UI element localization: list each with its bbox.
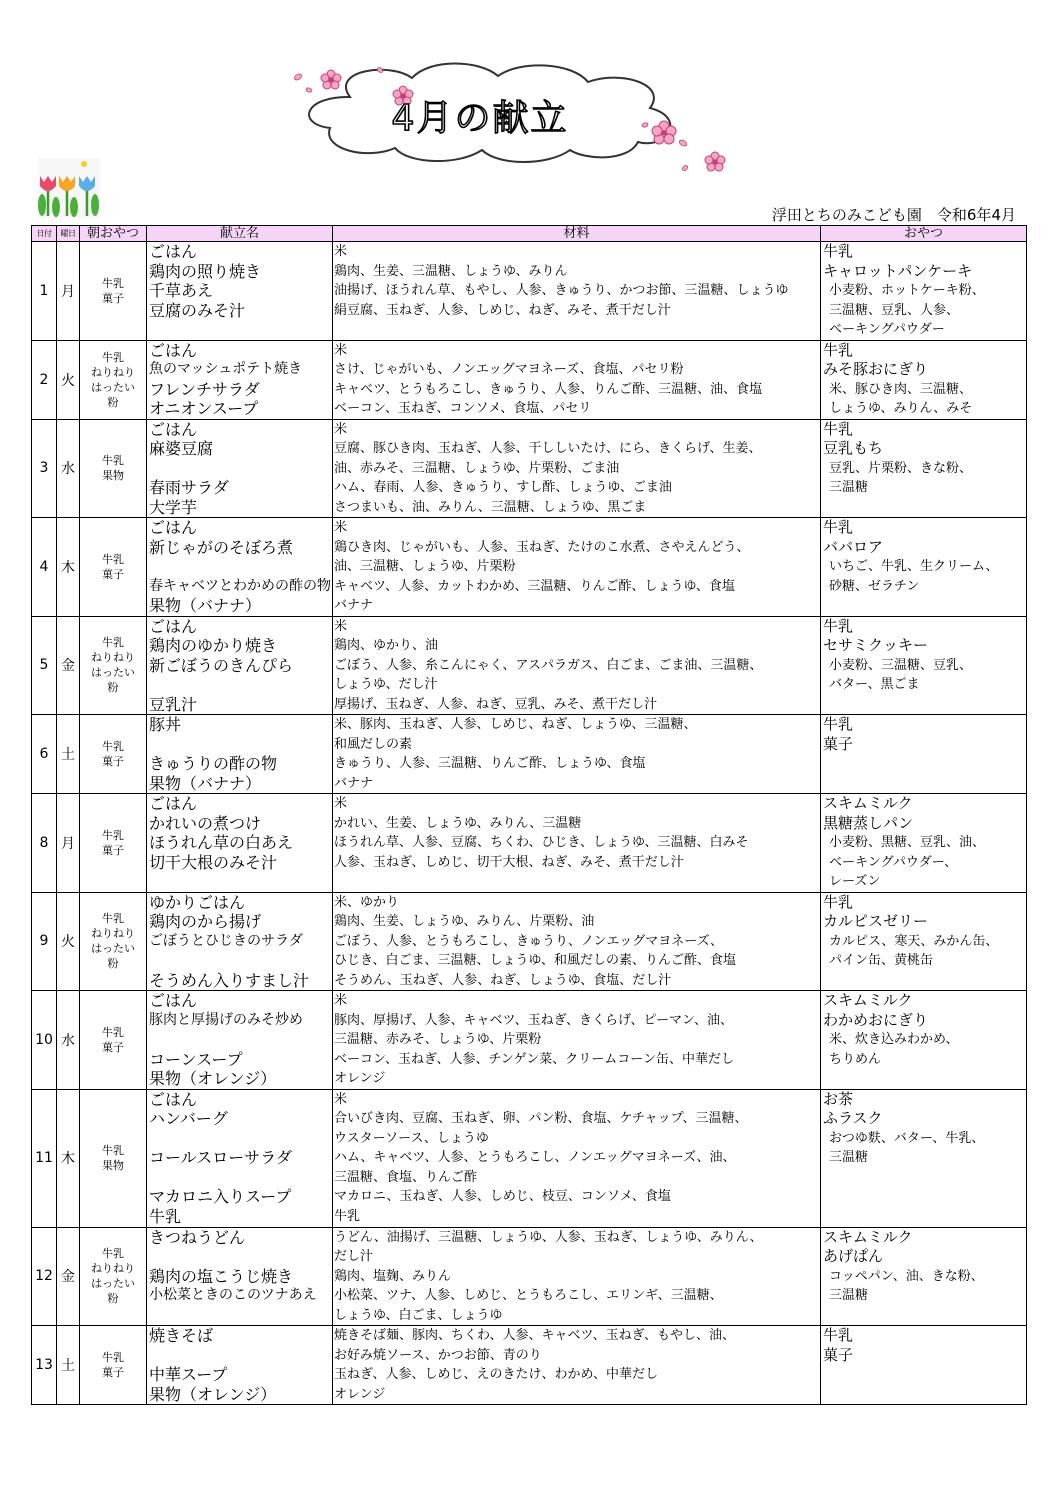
dish-list-line: コールスローサラダ bbox=[149, 1148, 293, 1167]
title-decoration bbox=[0, 0, 1058, 225]
dish-list-line: 新じゃがのそぼろ煮 bbox=[149, 537, 294, 557]
dish-list-line: 豚丼 bbox=[149, 715, 182, 734]
snack-list-line: 米、炊き込みわかめ、 bbox=[829, 1032, 959, 1047]
table-row bbox=[32, 794, 1027, 893]
snack-list-line: おつゆ麩、バター、牛乳、 bbox=[829, 1130, 985, 1146]
morning-snack-item: 菓子 bbox=[102, 755, 124, 768]
morning-snack-item: 牛乳 bbox=[102, 454, 124, 468]
snack-list bbox=[821, 715, 1027, 794]
snack-list-line: 牛乳 bbox=[823, 340, 854, 359]
snack-list bbox=[821, 1227, 1027, 1326]
ingredient-list-line: 絹豆腐、玉ねぎ、人参、しめじ、ねぎ、みそ、煮干だし汁 bbox=[334, 302, 671, 318]
ingredient-list-line: 玉ねぎ、人参、しめじ、えのきたけ、わかめ、中華だし bbox=[334, 1367, 658, 1382]
dish-list-line: 大学芋 bbox=[149, 497, 198, 517]
ingredient-list-line bbox=[333, 320, 820, 340]
ingredient-list-line: マカロニ、玉ねぎ、人参、しめじ、枝豆、コンソメ、食塩 bbox=[334, 1189, 671, 1204]
ingredient-list bbox=[333, 991, 821, 1090]
morning-snack bbox=[80, 1326, 147, 1405]
ingredient-list-line: 焼きそば麺、豚肉、ちくわ、人参、キャベツ、玉ねぎ、もやし、油、 bbox=[334, 1328, 736, 1343]
morning-snack bbox=[80, 794, 147, 893]
dish-list-line: ゆかりごはん bbox=[149, 892, 246, 912]
header-date: 日付 bbox=[32, 226, 57, 242]
morning-snack-item: 牛乳 bbox=[102, 740, 124, 753]
ingredient-list-line: 鶏肉、生姜、しょうゆ、みりん、片栗粉、油 bbox=[334, 914, 595, 929]
dish-list-line bbox=[147, 1168, 332, 1188]
morning-snack-item: はったい bbox=[91, 380, 135, 394]
ingredient-list-line: 小松菜、ツナ、人参、しめじ、とうもろこし、エリンギ、三温糖、 bbox=[334, 1288, 723, 1303]
dish-list-line: 鶏肉の塩こうじ焼き bbox=[149, 1266, 294, 1286]
snack-list-line: 豆乳、片栗粉、きな粉、 bbox=[829, 460, 973, 476]
dish-list-line: 中華スープ bbox=[149, 1365, 228, 1384]
morning-snack-item: 菓子 bbox=[102, 843, 124, 857]
dish-list-line: 焼きそば bbox=[149, 1326, 214, 1345]
morning-snack-item: 粉 bbox=[107, 681, 119, 695]
ingredient-list-line: しょうゆ、白ごま、しょうゆ bbox=[334, 1307, 503, 1323]
dish-list-line: ごはん bbox=[149, 419, 198, 439]
snack-list-line: ちりめん bbox=[829, 1051, 882, 1067]
dish-list-line: きゅうりの酢の物 bbox=[149, 754, 278, 773]
snack-list-line: レーズン bbox=[829, 874, 881, 889]
table-row bbox=[32, 518, 1027, 617]
dish-list-line: ごはん bbox=[149, 794, 198, 813]
dish-list-line: 小松菜ときのこのツナあえ bbox=[149, 1287, 317, 1303]
day-weekday: 月 bbox=[57, 794, 80, 893]
ingredient-list-line: キャベツ、人参、カットわかめ、三温糖、りんご酢、しょうゆ、食塩 bbox=[334, 578, 735, 594]
snack-list-line: 豆乳もち bbox=[823, 439, 884, 457]
dish-list-line: オニオンスープ bbox=[149, 399, 259, 418]
snack-list-line: 黒糖蒸しパン bbox=[823, 813, 914, 832]
snack-list-line: 三温糖 bbox=[829, 480, 869, 495]
snack-list-line: キャロットパンケーキ bbox=[823, 261, 973, 280]
ingredient-list-line: ハム、春雨、人参、きゅうり、すし酢、しょうゆ、ごま油 bbox=[334, 480, 672, 495]
dish-list-line: 麻婆豆腐 bbox=[149, 439, 214, 458]
dish-list-line bbox=[147, 1030, 332, 1050]
morning-snack-item: 粉 bbox=[107, 957, 119, 971]
table-row bbox=[32, 242, 1027, 341]
dish-list-line bbox=[147, 675, 332, 695]
snack-list bbox=[821, 340, 1027, 419]
ingredient-list-line: ベーコン、玉ねぎ、コンソメ、食塩、パセリ bbox=[334, 401, 592, 416]
dish-list-line: ごぼうとひじきのサラダ bbox=[149, 932, 303, 949]
morning-snack bbox=[80, 616, 147, 715]
day-weekday: 土 bbox=[57, 715, 80, 794]
dish-list-line: ごはん bbox=[149, 242, 198, 261]
ingredient-list-line: 米 bbox=[334, 244, 348, 259]
header-snack: おやつ bbox=[821, 226, 1027, 242]
snack-list bbox=[821, 616, 1027, 715]
ingredient-list-line: 油揚げ、ほうれん草、もやし、人参、きゅうり、かつお節、三温糖、しょうゆ bbox=[334, 283, 789, 298]
morning-snack-item: 果物 bbox=[102, 1159, 124, 1172]
snack-list-line: 米、豚ひき肉、三温糖、 bbox=[829, 381, 973, 397]
ingredient-list bbox=[333, 1227, 821, 1326]
ingredient-list bbox=[333, 242, 821, 341]
morning-snack-item: 牛乳 bbox=[102, 636, 124, 650]
morning-snack-item: 牛乳 bbox=[102, 1351, 124, 1364]
morning-snack-item: 牛乳 bbox=[102, 828, 124, 842]
table-row bbox=[32, 419, 1027, 518]
dish-list-line: 切干大根のみそ汁 bbox=[149, 852, 278, 872]
ingredient-list-line: 米、ゆかり bbox=[334, 894, 400, 910]
snack-list-line: スキムミルク bbox=[823, 794, 913, 812]
ingredient-list-line: 人参、玉ねぎ、しめじ、切干大根、ねぎ、みそ、煮干だし汁 bbox=[334, 854, 684, 870]
morning-snack-item: 菓子 bbox=[102, 291, 124, 305]
snack-list-line: 三温糖 bbox=[829, 1288, 869, 1303]
table-row bbox=[32, 1227, 1027, 1326]
day-weekday: 火 bbox=[57, 340, 80, 419]
ingredient-list-line: 鶏肉、ゆかり、油 bbox=[334, 638, 439, 653]
morning-snack bbox=[80, 419, 147, 518]
organization-label: 浮田とちのみこども園 令和6年4月 bbox=[771, 206, 1016, 224]
header-weekday: 曜日 bbox=[57, 226, 80, 242]
snack-list-line: ババロア bbox=[823, 537, 884, 556]
snack-list-line: カルピス、寒天、みかん缶、 bbox=[829, 933, 999, 949]
day-weekday: 月 bbox=[57, 242, 80, 341]
morning-snack bbox=[80, 518, 147, 617]
tulip-icon bbox=[38, 158, 100, 218]
table-header bbox=[32, 226, 1027, 242]
day-date: 2 bbox=[32, 340, 57, 419]
ingredient-list-line: ウスターソース、しょうゆ bbox=[334, 1130, 489, 1146]
ingredient-list-line: 米 bbox=[334, 618, 348, 634]
snack-list bbox=[821, 518, 1027, 617]
snack-list-line: コッペパン、油、きな粉、 bbox=[829, 1268, 984, 1284]
dish-list bbox=[147, 242, 333, 341]
ingredient-list-line: 米 bbox=[334, 520, 348, 535]
day-date: 5 bbox=[32, 616, 57, 715]
dish-list-line bbox=[147, 1346, 332, 1366]
dish-list-line: 果物（オレンジ） bbox=[149, 1384, 277, 1404]
ingredient-list-line: ほうれん草、人参、豆腐、ちくわ、ひじき、しょうゆ、三温糖、白みそ bbox=[334, 835, 749, 850]
dish-list bbox=[147, 715, 333, 794]
ingredient-list bbox=[333, 1089, 821, 1227]
dish-list-line bbox=[147, 1129, 332, 1149]
snack-list bbox=[821, 242, 1027, 341]
snack-list-line: 菓子 bbox=[823, 1345, 854, 1364]
dish-list-line: 牛乳 bbox=[149, 1206, 182, 1226]
dish-list-line bbox=[147, 735, 332, 755]
dish-list-line bbox=[147, 459, 332, 479]
day-date: 1 bbox=[32, 242, 57, 341]
dish-list bbox=[147, 991, 333, 1090]
ingredient-list-line: キャベツ、とうもろこし、きゅうり、人参、りんご酢、三温糖、油、食塩 bbox=[334, 381, 763, 397]
morning-snack-item: 菓子 bbox=[102, 1366, 124, 1379]
ingredient-list-line: 鶏肉、生姜、三温糖、しょうゆ、みりん bbox=[334, 263, 568, 279]
snack-list bbox=[821, 892, 1027, 991]
ingredient-list-line: 三温糖、赤みそ、しょうゆ、片栗粉 bbox=[334, 1032, 542, 1047]
snack-list-line: 三温糖、豆乳、人参、 bbox=[829, 302, 960, 318]
snack-list bbox=[821, 794, 1027, 893]
ingredient-list-line: そうめん、玉ねぎ、人参、ねぎ、しょうゆ、食塩、だし汁 bbox=[334, 972, 672, 988]
dish-list-line: 果物（バナナ） bbox=[149, 773, 262, 793]
ingredient-list-line: 米、豚肉、玉ねぎ、人参、しめじ、ねぎ、しょうゆ、三温糖、 bbox=[334, 717, 697, 732]
dish-list-line: 豆腐のみそ汁 bbox=[149, 300, 246, 320]
ingredient-list bbox=[333, 1326, 821, 1405]
dish-list-line: 鶏肉のゆかり焼き bbox=[149, 636, 278, 655]
morning-snack bbox=[80, 242, 147, 341]
snack-list-line: ベーキングパウダー bbox=[829, 322, 945, 337]
morning-snack-item: はったい bbox=[91, 942, 135, 956]
ingredient-list-line: お好み焼ソース、かつお節、青のり bbox=[334, 1347, 542, 1363]
morning-snack bbox=[80, 715, 147, 794]
snack-list-line: 小麦粉、黒糖、豆乳、油、 bbox=[829, 835, 986, 850]
dish-list-line: ごはん bbox=[149, 991, 198, 1010]
snack-list-line: いちご、牛乳、生クリーム、 bbox=[829, 559, 999, 574]
snack-list-line: 砂糖、ゼラチン bbox=[829, 578, 920, 594]
day-weekday: 水 bbox=[57, 419, 80, 518]
ingredient-list bbox=[333, 715, 821, 794]
snack-list-line: ベーキングパウダー、 bbox=[829, 854, 958, 870]
ingredient-list-line: しょうゆ、だし汁 bbox=[334, 677, 438, 692]
day-date: 12 bbox=[32, 1227, 57, 1326]
ingredient-list-line: バナナ bbox=[334, 775, 374, 791]
day-date: 8 bbox=[32, 794, 57, 893]
ingredient-list-line: ハム、キャベツ、人参、とうもろこし、ノンエッグマヨネーズ、油、 bbox=[334, 1150, 736, 1165]
snack-list-line: 牛乳 bbox=[823, 419, 854, 438]
ingredient-list-line: 油、三温糖、しょうゆ、片栗粉 bbox=[334, 559, 516, 574]
morning-snack-item: 菓子 bbox=[102, 567, 124, 581]
day-weekday: 水 bbox=[57, 991, 80, 1090]
snack-list-line: 牛乳 bbox=[823, 242, 854, 260]
dish-list-line: ごはん bbox=[149, 1089, 198, 1109]
ingredient-list-line: 米 bbox=[334, 993, 348, 1008]
table-row bbox=[32, 892, 1027, 991]
snack-list-line: バター、黒ごま bbox=[829, 677, 920, 692]
ingredient-list-line: オレンジ bbox=[334, 1071, 386, 1086]
ingredient-list-line: 鶏肉、塩麹、みりん bbox=[334, 1268, 452, 1284]
ingredient-list bbox=[333, 892, 821, 991]
morning-snack-item: ねりねり bbox=[91, 365, 135, 379]
morning-snack-item: 牛乳 bbox=[102, 912, 124, 926]
ingredient-list-line: 米 bbox=[334, 421, 348, 437]
morning-snack bbox=[80, 1227, 147, 1326]
table-row bbox=[32, 616, 1027, 715]
morning-snack-item: はったい bbox=[91, 666, 135, 680]
dish-list-line: 魚のマッシュポテト焼き bbox=[149, 361, 303, 377]
ingredient-list bbox=[333, 794, 821, 893]
ingredient-list-line: 米 bbox=[334, 796, 348, 811]
day-date: 13 bbox=[32, 1326, 57, 1405]
ingredient-list-line: 豚肉、厚揚げ、人参、キャベツ、玉ねぎ、きくらげ、ピーマン、油、 bbox=[334, 1012, 733, 1028]
snack-list bbox=[821, 419, 1027, 518]
dish-list-line: 果物（オレンジ） bbox=[149, 1069, 277, 1088]
snack-list-line: 牛乳 bbox=[823, 892, 854, 911]
dish-list-line: マカロニ入りスープ bbox=[149, 1187, 292, 1206]
snack-list-line: 菓子 bbox=[823, 734, 854, 753]
morning-snack-item: 牛乳 bbox=[102, 1247, 124, 1261]
ingredient-list-line: 三温糖、食塩、りんご酢 bbox=[334, 1169, 478, 1185]
morning-snack-item: 粉 bbox=[107, 395, 119, 409]
ingredient-list-line: さつまいも、油、みりん、三温糖、しょうゆ、黒ごま bbox=[334, 499, 647, 515]
dish-list-line: そうめん入りすまし汁 bbox=[149, 970, 310, 990]
morning-snack bbox=[80, 991, 147, 1090]
dish-list-line: ごはん bbox=[149, 518, 198, 537]
snack-list-line: 小麦粉、三温糖、豆乳、 bbox=[829, 657, 973, 673]
ingredient-list-line: ひじき、白ごま、三温糖、しょうゆ、和風だしの素、りんご酢、食塩 bbox=[334, 953, 736, 968]
header-dish-name: 献立名 bbox=[147, 226, 333, 242]
snack-list bbox=[821, 1089, 1027, 1227]
ingredient-list-line: 豆腐、豚ひき肉、玉ねぎ、人参、干ししいたけ、にら、きくらげ、生姜、 bbox=[334, 441, 762, 456]
day-weekday: 木 bbox=[57, 1089, 80, 1227]
dish-list bbox=[147, 1089, 333, 1227]
dish-list-line: 鶏肉の照り焼き bbox=[149, 261, 262, 281]
ingredient-list-line: オレンジ bbox=[334, 1386, 386, 1402]
ingredient-list-line: きゅうり、人参、三温糖、りんご酢、しょうゆ、食塩 bbox=[334, 756, 646, 771]
dish-list-line: ごはん bbox=[149, 616, 198, 636]
snack-list-line: みそ豚おにぎり bbox=[823, 360, 929, 378]
ingredient-list-line: バナナ bbox=[334, 598, 374, 613]
snack-list-line: 牛乳 bbox=[823, 1326, 854, 1344]
dish-list bbox=[147, 616, 333, 715]
ingredient-list-line: 油、赤みそ、三温糖、しょうゆ、片栗粉、ごま油 bbox=[334, 460, 620, 476]
dish-list-line: 鶏肉のから揚げ bbox=[149, 912, 262, 931]
ingredient-list bbox=[333, 616, 821, 715]
morning-snack-item: 果物 bbox=[102, 469, 124, 483]
ingredient-list bbox=[333, 340, 821, 419]
dish-list-line: 豆乳汁 bbox=[149, 694, 198, 714]
morning-snack bbox=[80, 1089, 147, 1227]
morning-snack-item: はったい bbox=[91, 1277, 135, 1291]
snack-list-line: しょうゆ、みりん、みそ bbox=[829, 401, 973, 416]
day-weekday: 金 bbox=[57, 1227, 80, 1326]
ingredient-list-line: 厚揚げ、玉ねぎ、人参、ねぎ、豆乳、みそ、煮干だし汁 bbox=[334, 696, 658, 712]
ingredient-list bbox=[333, 419, 821, 518]
ingredient-list-line: ごぼう、人参、とうもろこし、きゅうり、ノンエッグマヨネーズ、 bbox=[334, 933, 723, 949]
dish-list-line: かれいの煮つけ bbox=[149, 813, 262, 833]
dish-list bbox=[147, 419, 333, 518]
day-date: 6 bbox=[32, 715, 57, 794]
snack-list bbox=[821, 1326, 1027, 1405]
ingredient-list-line: 合いびき肉、豆腐、玉ねぎ、卵、パン粉、食塩、ケチャップ、三温糖、 bbox=[334, 1111, 748, 1126]
day-weekday: 金 bbox=[57, 616, 80, 715]
dish-list bbox=[147, 1326, 333, 1405]
table-row bbox=[32, 715, 1027, 794]
dish-list-line bbox=[147, 951, 332, 971]
day-date: 4 bbox=[32, 518, 57, 617]
morning-snack-item: 牛乳 bbox=[102, 552, 124, 566]
morning-snack-item: 牛乳 bbox=[102, 1025, 124, 1039]
dish-list-line bbox=[147, 320, 332, 340]
menu-table bbox=[31, 225, 1027, 1405]
snack-list-line: わかめおにぎり bbox=[823, 1010, 929, 1029]
dish-list-line: ほうれん草の白あえ bbox=[149, 833, 294, 852]
morning-snack-item: 菓子 bbox=[102, 1040, 124, 1054]
table-row bbox=[32, 1089, 1027, 1227]
dish-list-line: フレンチサラダ bbox=[149, 379, 260, 399]
morning-snack-item: 牛乳 bbox=[102, 1144, 124, 1157]
snack-list-line: パイン缶、黄桃缶 bbox=[829, 953, 934, 968]
day-date: 9 bbox=[32, 892, 57, 991]
day-date: 10 bbox=[32, 991, 57, 1090]
dish-list-line: コーンスープ bbox=[149, 1049, 243, 1069]
ingredient-list-line: 米 bbox=[334, 1091, 348, 1107]
morning-snack-item: ねりねり bbox=[91, 1262, 135, 1276]
ingredient-list-line: だし汁 bbox=[334, 1249, 374, 1264]
dish-list-line: 春雨サラダ bbox=[149, 478, 229, 497]
dish-list-line: 春キャベツとわかめの酢の物 bbox=[149, 577, 331, 594]
ingredient-list-line: さけ、じゃがいも、ノンエッグマヨネーズ、食塩、パセリ粉 bbox=[334, 362, 684, 377]
ingredient-list-line: 牛乳 bbox=[334, 1208, 361, 1224]
snack-list-line: ふラスク bbox=[823, 1109, 883, 1127]
snack-list-line: 小麦粉、ホットケーキ粉、 bbox=[829, 283, 985, 298]
snack-list-line: スキムミルク bbox=[823, 991, 913, 1009]
morning-snack bbox=[80, 340, 147, 419]
day-weekday: 土 bbox=[57, 1326, 80, 1405]
snack-list-line: 牛乳 bbox=[823, 616, 854, 635]
ingredient-list-line: 鶏ひき肉、じゃがいも、人参、玉ねぎ、たけのこ水煮、さやえんどう、 bbox=[334, 539, 750, 555]
page-title: 4月の献立 bbox=[391, 98, 569, 139]
dish-list-line: きつねうどん bbox=[149, 1227, 246, 1247]
table-row bbox=[32, 1326, 1027, 1405]
snack-list-line: お茶 bbox=[823, 1089, 854, 1108]
snack-list-line: セサミクッキー bbox=[823, 636, 929, 654]
day-date: 3 bbox=[32, 419, 57, 518]
day-date: 11 bbox=[32, 1089, 57, 1227]
morning-snack bbox=[80, 892, 147, 991]
header-morning-snack: 朝おやつ bbox=[80, 226, 147, 242]
day-weekday: 木 bbox=[57, 518, 80, 617]
snack-list-line: スキムミルク bbox=[823, 1227, 913, 1246]
snack-list-line: 牛乳 bbox=[823, 715, 854, 733]
dish-list-line bbox=[147, 557, 332, 577]
dish-list bbox=[147, 340, 333, 419]
snack-list-line: 三温糖 bbox=[829, 1150, 869, 1165]
morning-snack-item: 牛乳 bbox=[102, 276, 124, 290]
snack-list bbox=[821, 991, 1027, 1090]
morning-snack-item: 粉 bbox=[107, 1292, 119, 1306]
dish-list-line bbox=[147, 1247, 332, 1267]
day-weekday: 火 bbox=[57, 892, 80, 991]
dish-list bbox=[147, 518, 333, 617]
header-ingredients: 材料 bbox=[333, 226, 821, 242]
dish-list bbox=[147, 892, 333, 991]
table-row bbox=[32, 991, 1027, 1090]
ingredient-list-line: かれい、生姜、しょうゆ、みりん、三温糖 bbox=[334, 815, 582, 831]
table-row bbox=[32, 340, 1027, 419]
morning-snack-item: ねりねり bbox=[91, 651, 135, 665]
ingredient-list-line: 米 bbox=[334, 342, 348, 358]
dish-list-line: 新ごぼうのきんぴら bbox=[149, 655, 294, 675]
ingredient-list-line: ごぼう、人参、糸こんにゃく、アスパラガス、白ごま、ごま油、三温糖、 bbox=[334, 657, 763, 673]
dish-list-line: ハンバーグ bbox=[149, 1109, 228, 1128]
dish-list bbox=[147, 1227, 333, 1326]
ingredient-list-line: うどん、油揚げ、三温糖、しょうゆ、人参、玉ねぎ、しょうゆ、みりん、 bbox=[334, 1229, 763, 1245]
dish-list-line: 千草あえ bbox=[149, 281, 214, 300]
dish-list-line: ごはん bbox=[149, 340, 198, 360]
snack-list-line: 牛乳 bbox=[823, 518, 854, 536]
snack-list-line: あげぱん bbox=[823, 1247, 884, 1265]
dish-list bbox=[147, 794, 333, 893]
ingredient-list-line: ベーコン、玉ねぎ、人参、チンゲン菜、クリームコーン缶、中華だし bbox=[334, 1051, 735, 1067]
ingredient-list-line: 和風だしの素 bbox=[334, 736, 413, 752]
morning-snack-item: 牛乳 bbox=[102, 350, 124, 364]
morning-snack-item: ねりねり bbox=[91, 927, 135, 941]
dish-list-line: 豚肉と厚揚げのみそ炒め bbox=[149, 1011, 303, 1028]
snack-list-line: カルピスゼリー bbox=[823, 912, 929, 930]
ingredient-list bbox=[333, 518, 821, 617]
dish-list-line: 果物（バナナ） bbox=[149, 596, 262, 615]
